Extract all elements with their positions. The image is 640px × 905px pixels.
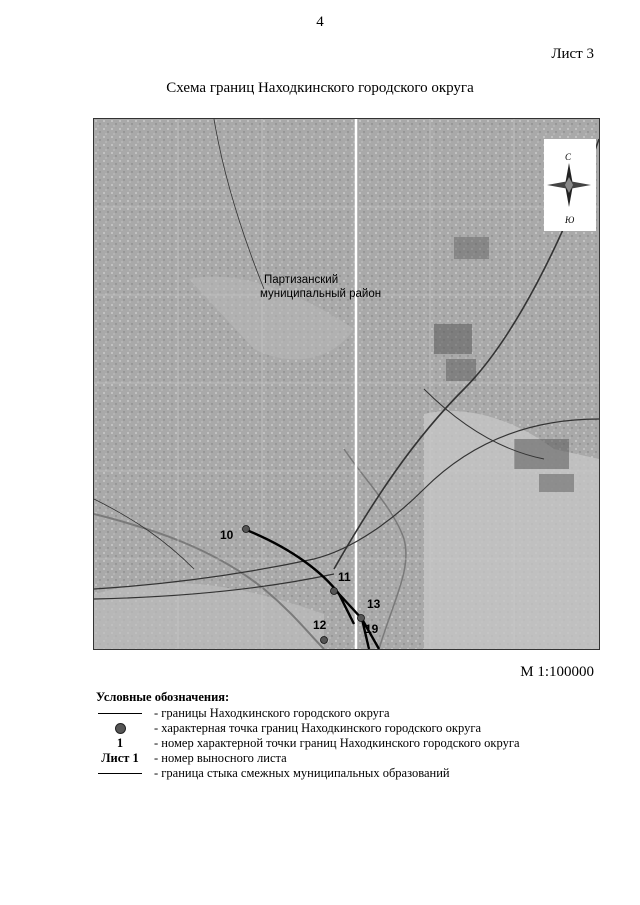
point-label-10: 10: [220, 528, 234, 542]
map-title: Схема границ Находкинского городского округа: [166, 80, 474, 96]
legend-symbol-sheet-number: Лист 1: [101, 751, 139, 765]
legend-symbol-boundary-line: [96, 713, 144, 714]
legend-row: [96, 721, 576, 736]
legend-text: - границы Находкинского городского округа: [154, 706, 390, 720]
boundary-point-marker: [358, 615, 365, 622]
legend-symbol-point-dot: [96, 723, 144, 734]
boundary-point-marker: [331, 588, 338, 595]
district-label-line2: муниципальный район: [260, 288, 382, 300]
legend-text: - номер выносного листа: [154, 751, 287, 765]
legend-symbol-point-number: 1: [116, 736, 124, 750]
point-label-11: 11: [338, 570, 351, 584]
district-label-line1: Партизанский: [264, 274, 339, 286]
compass-rose: [544, 139, 596, 231]
legend-text: - номер характерной точки границ Находкинского городского округа: [154, 736, 520, 750]
boundary-point-marker: [243, 526, 250, 533]
legend-row: [96, 736, 576, 751]
legend-symbol-junction-line: [96, 773, 144, 774]
map-frame: [93, 118, 600, 650]
point-label-13: 13: [367, 597, 381, 611]
legend-row: [96, 766, 576, 781]
legend-row: [96, 751, 576, 766]
legend-title: Условные обозначения:: [96, 690, 230, 704]
compass-north-label: С: [565, 152, 572, 162]
boundary-point-marker: [321, 637, 328, 644]
page-number: 4: [316, 14, 324, 30]
point-label-12: 12: [313, 618, 327, 632]
legend: [96, 690, 576, 781]
legend-text: - граница стыка смежных муниципальных образований: [154, 766, 450, 780]
map-scale: М 1:100000: [520, 664, 594, 680]
legend-text: - характерная точка границ Находкинского городского округа: [154, 721, 481, 735]
legend-row: [96, 706, 576, 721]
point-label-19: 19: [365, 622, 379, 636]
topographic-map: [94, 119, 599, 649]
compass-south-label: Ю: [565, 215, 575, 225]
sheet-label: Лист 3: [551, 46, 594, 62]
